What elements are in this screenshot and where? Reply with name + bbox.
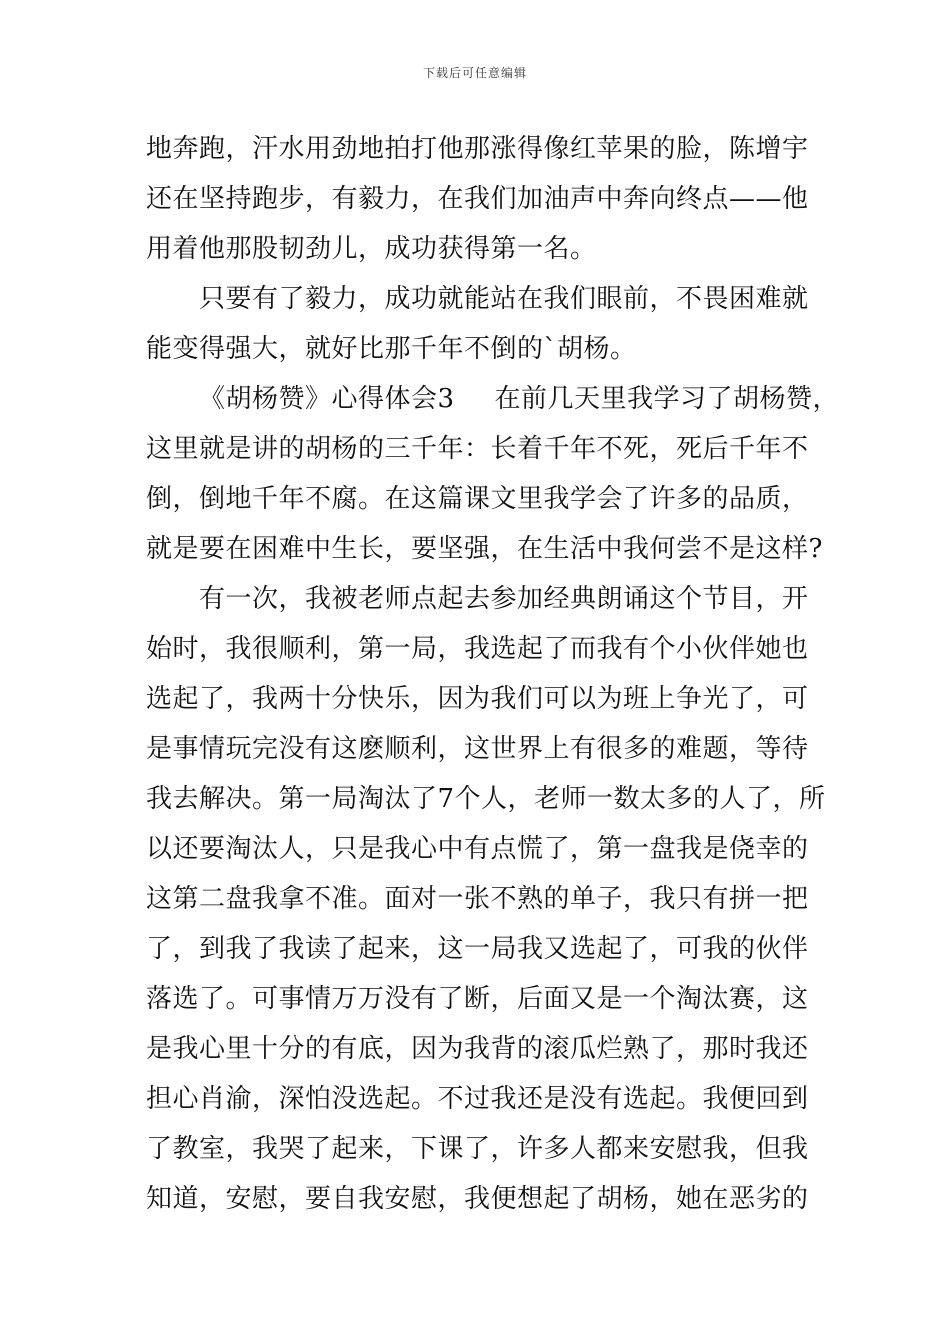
- text-line: 了教室，我哭了起来，下课了，许多人都来安慰我，但我: [146, 1134, 809, 1164]
- text-line: 有一次，我被老师点起去参加经典朗诵这个节目，开: [199, 584, 809, 614]
- section-title: 《胡杨赞》心得体会3: [199, 384, 455, 414]
- text-line: 选起了，我两十分快乐，因为我们可以为班上争光了，可: [146, 684, 809, 714]
- text-line: 是我心里十分的有底，因为我背的滚瓜烂熟了，那时我还: [146, 1034, 809, 1064]
- text-line: 担心肖渝，深怕没选起。不过我还是没有选起。我便回到: [146, 1084, 809, 1114]
- text-line: 知道，安慰，要自我安慰，我便想起了胡杨，她在恶劣的: [146, 1184, 809, 1214]
- text-line: 地奔跑，汗水用劲地拍打他那涨得像红苹果的脸，陈增宇: [146, 134, 809, 164]
- text-line: 是事情玩完没有这麽顺利，这世界上有很多的难题，等待: [146, 734, 809, 764]
- text-line: 以还要淘汰人，只是我心中有点慌了，第一盘我是侥幸的: [146, 834, 809, 864]
- text-line: 了，到我了我读了起来，这一局我又选起了，可我的伙伴: [146, 934, 809, 964]
- text-line: 始时，我很顺利，第一局，我选起了而我有个小伙伴她也: [146, 634, 809, 664]
- document-body: [146, 124, 840, 1224]
- page-header: 下载后可任意编辑: [422, 66, 527, 80]
- text-line: 这第二盘我拿不准。面对一张不熟的单子，我只有拼一把: [146, 884, 809, 914]
- text-line: 这里就是讲的胡杨的三千年：长着千年不死，死后千年不: [146, 434, 809, 464]
- text-line-segment: 在前几天里我学习了胡杨赞，: [494, 384, 840, 414]
- text-line: 我去解决。第一局淘汰了7个人，老师一数太多的人了，所: [146, 784, 826, 814]
- text-line: 只要有了毅力，成功就能站在我们眼前，不畏困难就: [199, 284, 809, 314]
- section-heading-line: [146, 374, 840, 424]
- text-line: 落选了。可事情万万没有了断，后面又是一个淘汰赛，这: [146, 984, 809, 1014]
- text-line: 就是要在困难中生长，要坚强，在生活中我何尝不是这样?: [146, 534, 823, 564]
- text-line: 还在坚持跑步，有毅力，在我们加油声中奔向终点——他: [146, 184, 809, 214]
- text-line: 能变得强大，就好比那千年不倒的`胡杨。: [146, 334, 637, 364]
- text-line: 用着他那股韧劲儿，成功获得第一名。: [146, 234, 597, 264]
- text-line: 倒，倒地千年不腐。在这篇课文里我学会了许多的品质，: [146, 484, 809, 514]
